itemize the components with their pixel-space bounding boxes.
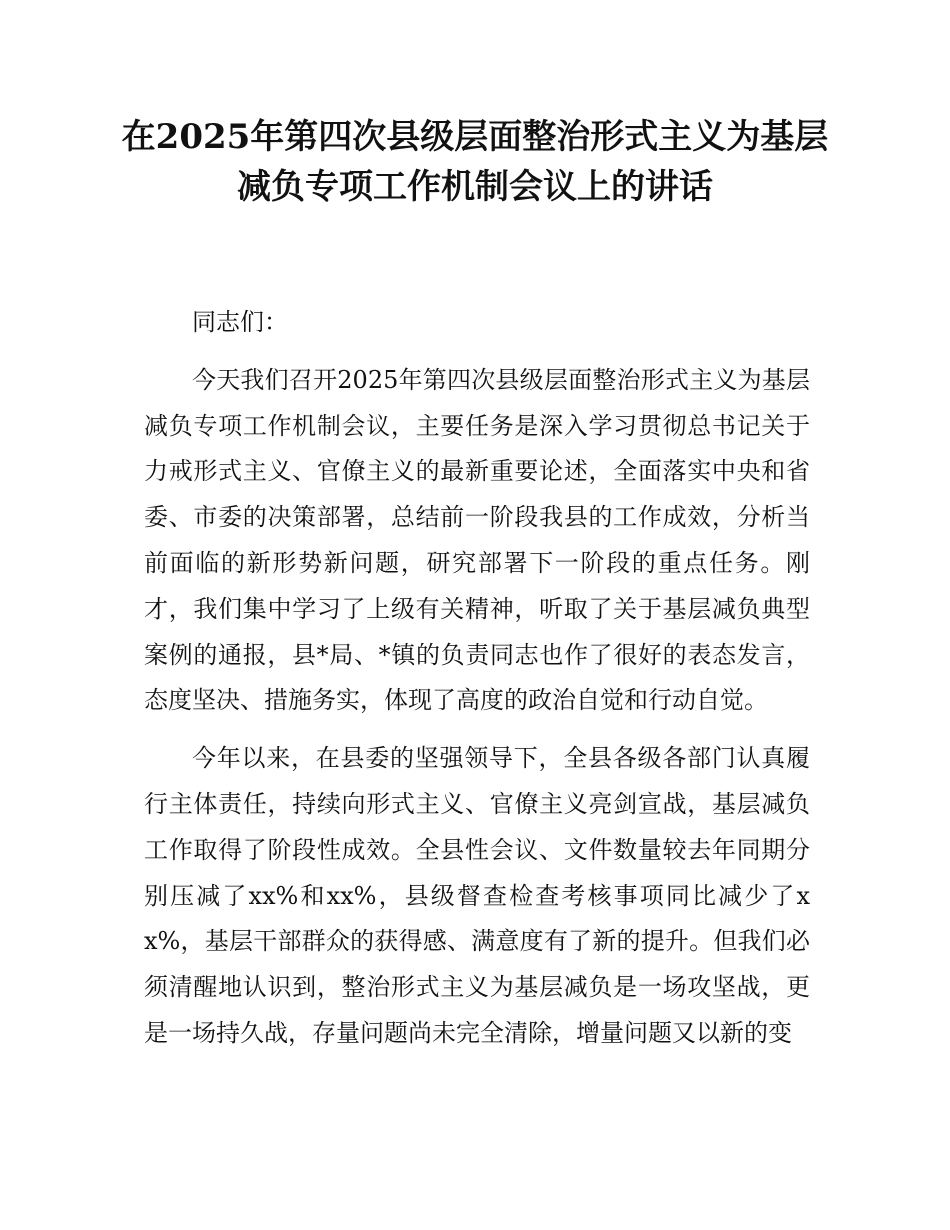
body-paragraph-1: 今天我们召开2025年第四次县级层面整治形式主义为基层减负专项工作机制会议，主要任务是深入学习贯彻总书记关于力戒形式主义、官僚主义的最新重要论述，全面落实中央和省委、市委的决策部署，总结前一阶段我县的工作成效，分析当前面临的新形势新问题，研究部署下一阶段的重点任务。刚才，我们集中学习了上级有关精神，听取了关于基层减负典型案例的通报，县*局、*镇的负责同志也作了很好的表态发言，态度坚决、措施务实，体现了高度的政治自觉和行动自觉。	[144, 365, 810, 715]
document-body	[144, 300, 810, 1057]
body-paragraph-2: 今年以来，在县委的坚强领导下，全县各级各部门认真履行主体责任，持续向形式主义、官僚主义亮剑宣战，基层减负工作取得了阶段性成效。全县性会议、文件数量较去年同期分别压减了xx%和xx%，县级督查检查考核事项同比减少了xx%，基层干部群众的获得感、满意度有了新的提升。但我们必须清醒地认识到，整治形式主义为基层减负是一场攻坚战，更是一场持久战，存量问题尚未完全清除，增量问题又以新的变	[144, 744, 810, 1047]
document-title: 在2025年第四次县级层面整治形式主义为基层减负专项工作机制会议上的讲话	[121, 117, 829, 207]
salutation: 同志们：	[192, 308, 288, 336]
